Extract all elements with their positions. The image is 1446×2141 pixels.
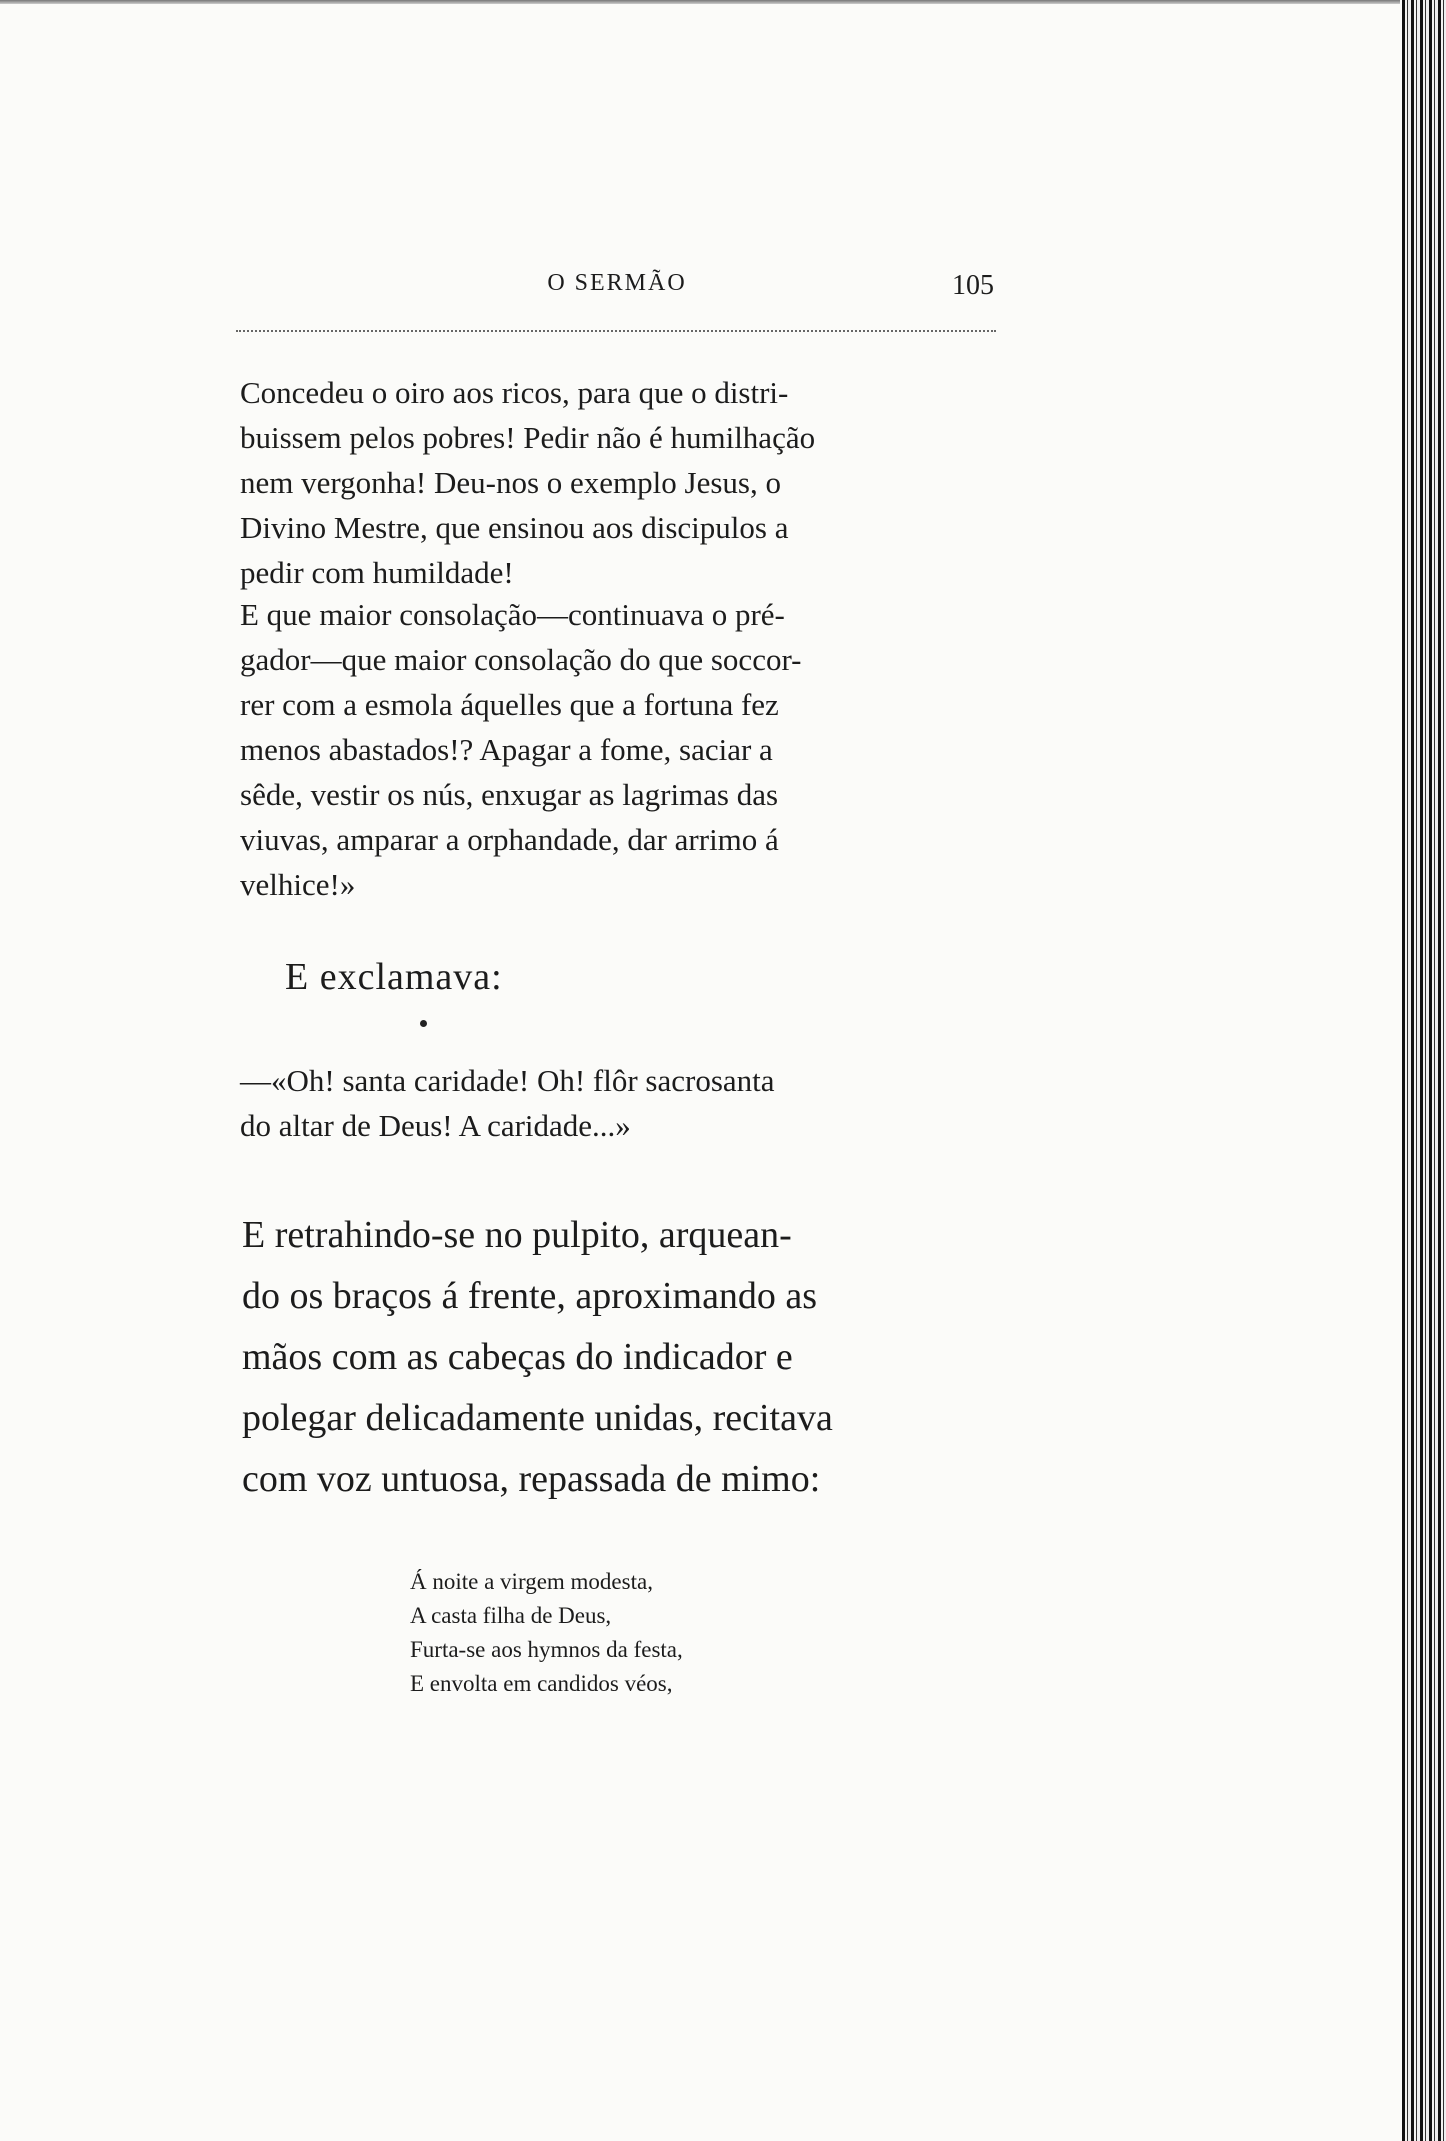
exclamation-heading: E exclamava:	[285, 956, 503, 998]
paragraph-2: E que maior consolação—continuava o pré- gador—que maior consolação do que soccor- rer com a esmola áquelles que a fortuna fez menos abastados!? Apagar a fome, saciar a sêde, vestir os nús, enxugar as lagrimas das viuvas, amparar a orphandade, dar arrimo á velhice!»	[240, 597, 802, 902]
paragraph-3: —«Oh! santa caridade! Oh! flôr sacrosanta do altar de Deus! A caridade...»	[240, 1063, 775, 1143]
top-edge-rule	[0, 0, 1400, 4]
poem-line: A casta filha de Deus,	[410, 1603, 612, 1628]
running-head: O SERMÃO	[547, 270, 687, 296]
ink-dot	[420, 1020, 427, 1027]
book-spine-edge	[1402, 0, 1446, 2141]
poem-line: E envolta em candidos véos,	[410, 1671, 673, 1696]
poem-line: Á noite a virgem modesta,	[410, 1569, 653, 1594]
header-rule	[236, 330, 996, 332]
paragraph-1: Concedeu o oiro aos ricos, para que o distri- buissem pelos pobres! Pedir não é humilhação nem vergonha! Deu-nos o exemplo Jesus, o Divino Mestre, que ensinou aos discipulos a pedir com humildade!	[240, 375, 816, 590]
poem-line: Furta-se aos hymnos da festa,	[410, 1637, 683, 1662]
page-number: 105	[952, 270, 994, 301]
paragraph-4-large: E retrahindo-se no pulpito, arquean- do os braços á frente, aproximando as mãos com as cabeças do indicador e polegar delicadamente unidas, recitava com voz untuosa, repassada de mimo:	[242, 1214, 833, 1500]
poem-block	[410, 1565, 683, 1701]
page-header	[240, 270, 994, 306]
